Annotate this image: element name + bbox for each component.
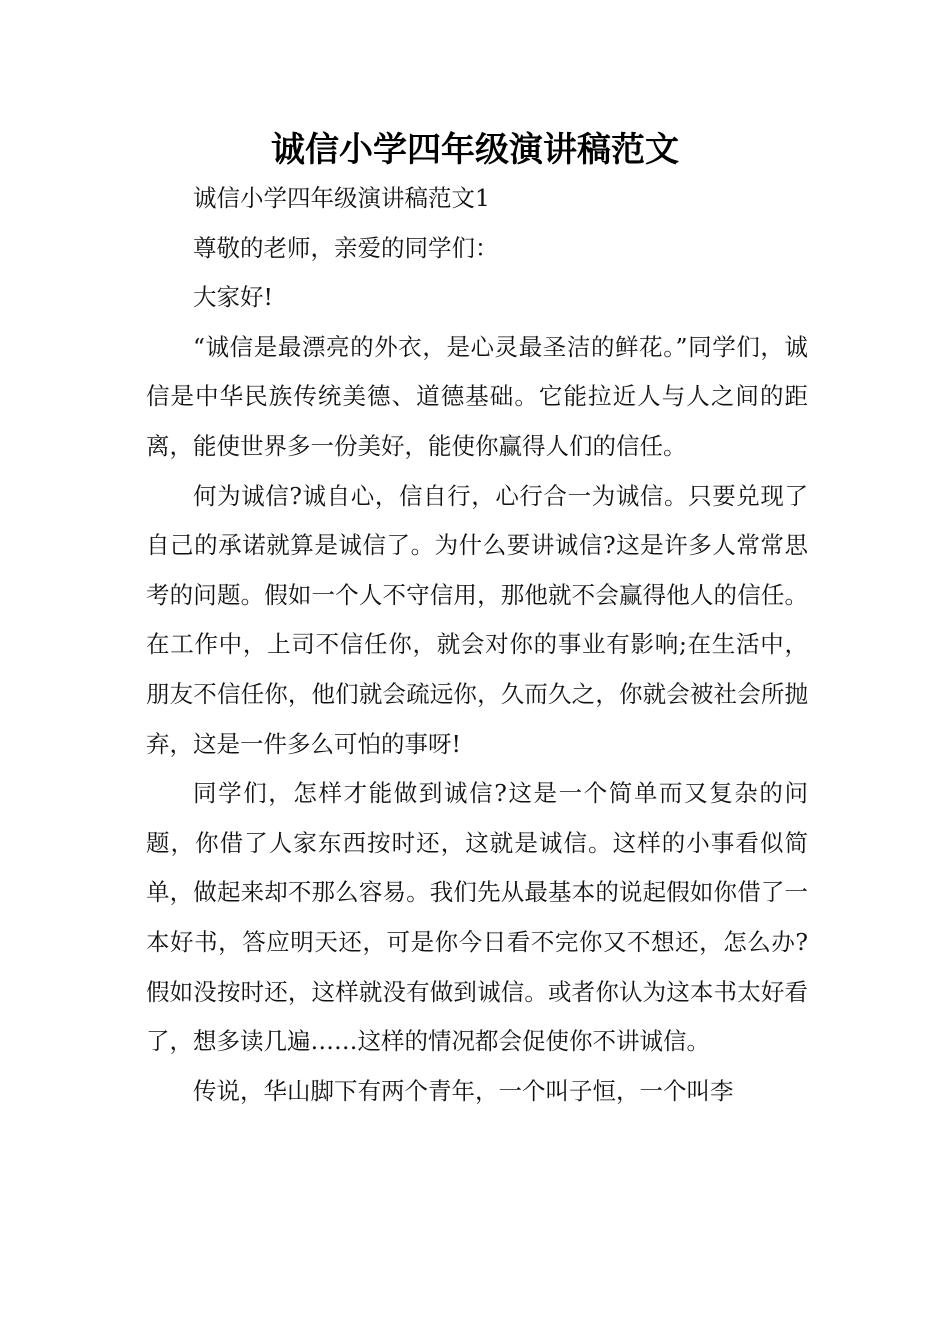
paragraph-salutation: 尊敬的老师，亲爱的同学们： [193,233,499,262]
document-body [146,174,808,1116]
paragraph-greeting: 大家好! [193,283,273,312]
document-title: 诚信小学四年级演讲稿范文 [271,130,679,170]
paragraph-legend: 传说，华山脚下有两个青年，一个叫子恒，一个叫李 [193,1076,734,1105]
paragraph-subtitle: 诚信小学四年级演讲稿范文1 [193,184,490,212]
paragraph-quote: “诚信是最漂亮的外衣，是心灵最圣洁的鲜花。”同学们，诚信是中华民族传统美德、道德基础。它能拉近人与人之间的距离，能使世界多一份美好，能使你赢得人们的信任。 [146,332,808,460]
paragraph-how: 同学们，怎样才能做到诚信?这是一个简单而又复杂的问题，你借了人家东西按时还，这就是诚信。这样的小事看似简单，做起来却不那么容易。我们先从最基本的说起假如你借了一本好书，答应明天还，可是你今日看不完你又不想还，怎么办?假如没按时还，这样就没有做到诚信。或者你认为这本书太好看了，想多读几遍……这样的情况都会促使你不讲诚信。 [146,779,808,1056]
paragraph-definition: 何为诚信?诚自心，信自行，心行合一为诚信。只要兑现了自己的承诺就算是诚信了。为什么要讲诚信?这是许多人常常思考的问题。假如一个人不守信用，那他就不会赢得他人的信任。在工作中，上司不信任你，就会对你的事业有影响;在生活中，朋友不信任你，他们就会疏远你，久而久之，你就会被社会所抛弃，这是一件多么可怕的事呀! [146,481,808,758]
